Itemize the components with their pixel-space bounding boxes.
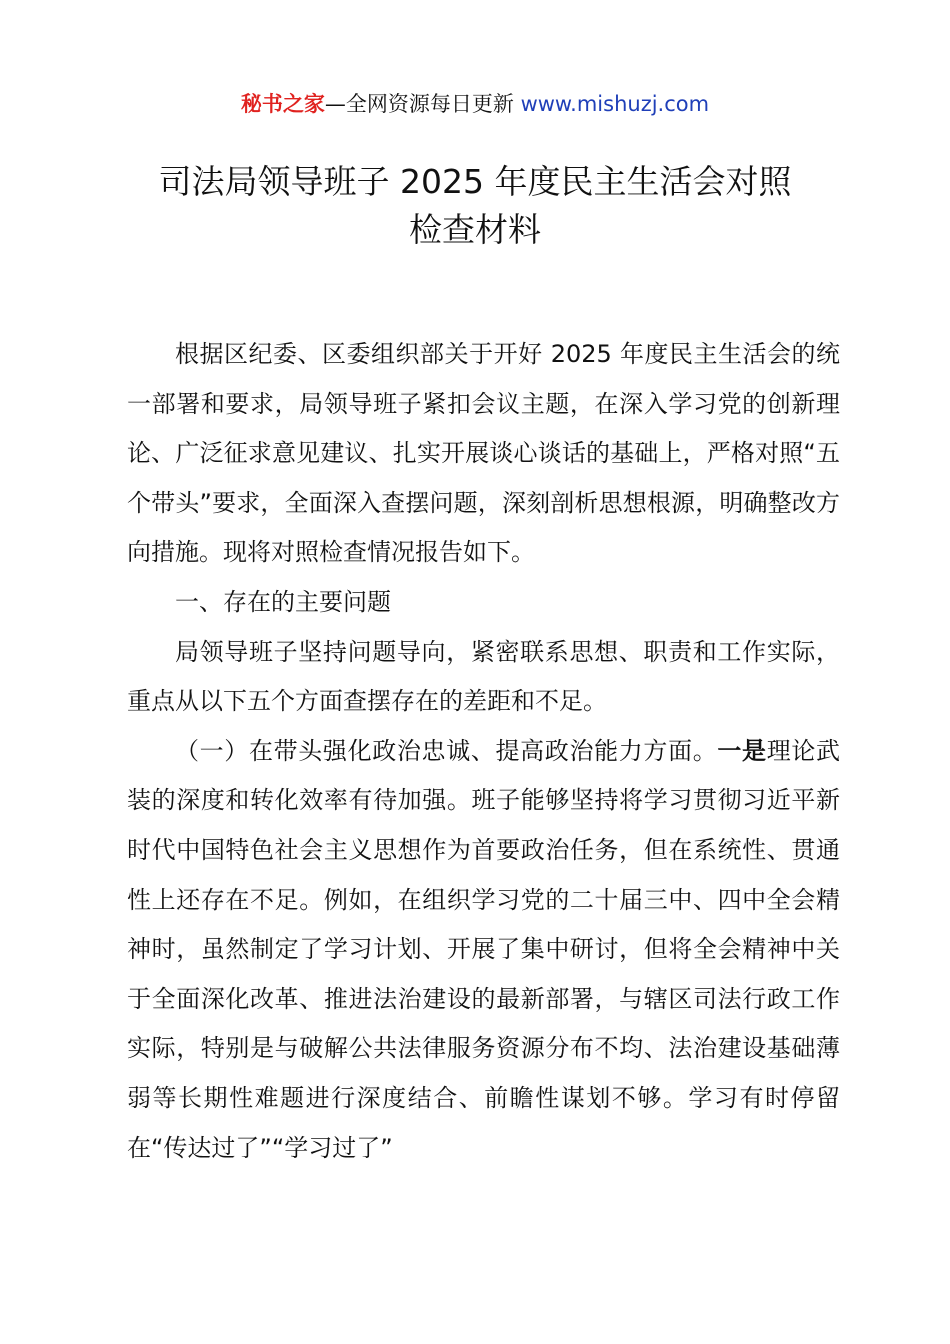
document-body [127, 330, 840, 1173]
header-separator: — [324, 92, 346, 116]
site-tagline: 全网资源每日更新 [345, 92, 514, 116]
section-heading: 一、存在的主要问题 [175, 587, 391, 616]
document-title [100, 158, 850, 254]
section-intro-paragraph: 局领导班子坚持问题导向，紧密联系思想、职责和工作实际，重点从以下五个方面查摆存在的差距和不足。 [127, 637, 840, 716]
title-line-2: 检查材料 [409, 210, 541, 249]
point-body: 理论武装的深度和转化效率有待加强。班子能够坚持将学习贯彻习近平新时代中国特色社会主义思想作为首要政治任务，但在系统性、贯通性上还存在不足。例如，在组织学习党的二十届三中、四中全会精神时，虽然制定了学习计划、开展了集中研讨，但将全会精神中关于全面深化改革、推进法治建设的最新部署，与辖区司法行政工作实际，特别是与破解公共法律服务资源分布不均、法治建设基础薄弱等长期性难题进行深度结合、前瞻性谋划不够。学习有时停留在“传达过了”“学习过了” [127, 736, 841, 1162]
subsection-heading: （一）在带头强化政治忠诚、提高政治能力方面。 [175, 736, 718, 765]
subsection-paragraph [127, 727, 840, 1173]
site-header [0, 88, 950, 120]
intro-paragraph: 根据区纪委、区委组织部关于开好 2025 年度民主生活会的统一部署和要求，局领导班子紧扣会议主题，在深入学习党的创新理论、广泛征求意见建议、扎实开展谈心谈话的基础上，严格对照“五个带头”要求，全面深入查摆问题，深刻剖析思想根源，明确整改方向措施。现将对照检查情况报告如下。 [127, 340, 840, 567]
site-url-link[interactable]: www.mishuzj.com [520, 92, 710, 116]
point-lead: 一是 [717, 736, 767, 765]
site-brand: 秘书之家 [240, 92, 325, 116]
title-line-1: 司法局领导班子 2025 年度民主生活会对照 [158, 162, 792, 201]
